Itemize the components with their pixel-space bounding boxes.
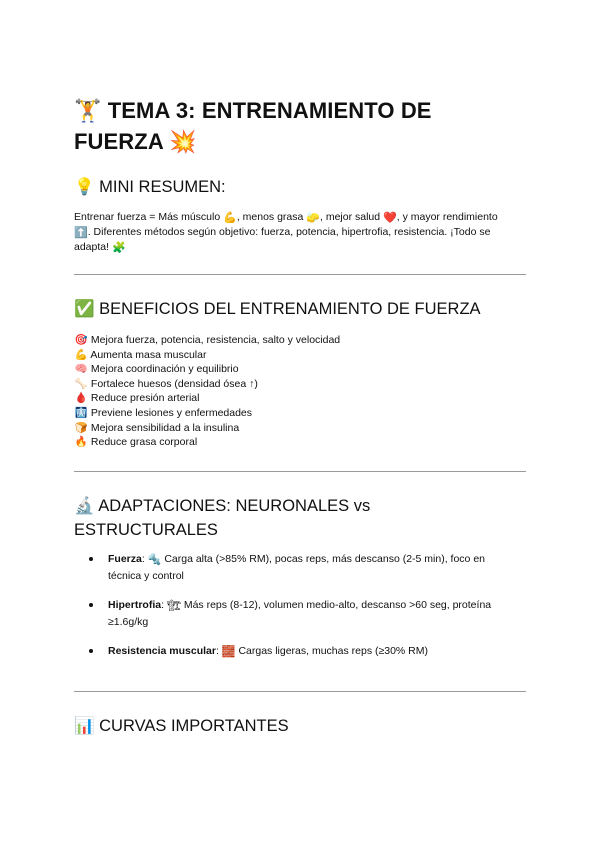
construction-icon: 🏗 (166, 599, 181, 612)
flexed-arm-icon: 💪 (223, 211, 237, 224)
bar-chart-icon: 📊 (74, 716, 95, 735)
list-item: 🍞 Mejora sensibilidad a la insulina (74, 421, 240, 434)
title-line-1: TEMA 3: ENTRENAMIENTO DE (107, 98, 432, 123)
divider (74, 274, 526, 275)
check-mark-icon: ✅ (74, 299, 95, 318)
title-line-2: FUERZA (74, 129, 163, 154)
list-item: 🦴 Fortalece huesos (densidad ósea ↑) (74, 377, 258, 390)
list-item: 💪 Aumenta masa muscular (74, 348, 207, 361)
up-arrow-icon: ⬆️ (74, 226, 88, 239)
adaptations-heading: 🔬 ADAPTACIONES: NEURONALES vs ESTRUCTURALES (74, 496, 371, 539)
adaptations-list (74, 551, 526, 660)
flexed-arm-icon: 💪 (74, 348, 88, 361)
weightlifter-icon: 🏋 (74, 99, 102, 124)
microscope-icon: 🔬 (74, 496, 95, 515)
bread-icon: 🍞 (74, 421, 88, 434)
benefits-heading: ✅ BENEFICIOS DEL ENTRENAMIENTO DE FUERZA (74, 299, 481, 318)
explosion-icon: 💥 (169, 130, 197, 155)
divider (74, 691, 526, 692)
document-title (74, 96, 526, 158)
list-item: Fuerza: 🔩 Carga alta (>85% RM), pocas reps, más descanso (2-5 min), foco en técnica y control (74, 551, 526, 584)
bullet-dot (89, 557, 93, 561)
brick-icon: 🧱 (221, 645, 236, 658)
target-icon: 🎯 (74, 334, 88, 346)
list-item: 🩻 Previene lesiones y enfermedades (74, 406, 253, 419)
brain-icon: 🧠 (74, 363, 88, 376)
list-item: 🎯 Mejora fuerza, potencia, resistencia, salto y velocidad (74, 334, 341, 346)
puzzle-icon: 🧩 (111, 241, 126, 254)
bone-icon: 🦴 (74, 377, 88, 390)
list-item: Hipertrofia: 🏗 Más reps (8-12), volumen medio-alto, descanso >60 seg, proteína ≥1.6g/kg (74, 597, 526, 630)
list-item: 🧠 Mejora coordinación y equilibrio (74, 363, 239, 376)
lightbulb-icon: 💡 (74, 177, 95, 196)
divider (74, 471, 526, 472)
bolt-icon: 🔩 (147, 553, 162, 566)
list-item: 🔥 Reduce grasa corporal (74, 436, 198, 449)
curves-heading: 📊 CURVAS IMPORTANTES (74, 716, 289, 735)
fire-icon: 🔥 (74, 436, 88, 449)
bullet-dot (89, 649, 93, 653)
blood-drop-icon: 🩸 (74, 392, 88, 405)
list-item: Resistencia muscular: 🧱 Cargas ligeras, muchas reps (≥30% RM) (74, 643, 526, 660)
shield-health-icon: 🩻 (74, 406, 88, 419)
sponge-icon: 🧽 (306, 211, 320, 224)
summary-paragraph: Entrenar fuerza = Más músculo 💪, menos grasa 🧽, mejor salud ❤️, y mayor rendimiento ⬆️. Diferentes métodos según objetivo: fuerza, potencia, hipertrofia, resistencia. ¡Todo se adapta! 🧩 (74, 211, 498, 254)
benefits-list (74, 333, 526, 450)
summary-heading: 💡 MINI RESUMEN: (74, 177, 226, 196)
list-item: 🩸 Reduce presión arterial (74, 392, 200, 405)
heart-icon: ❤️ (383, 211, 397, 224)
bullet-dot (89, 603, 93, 607)
